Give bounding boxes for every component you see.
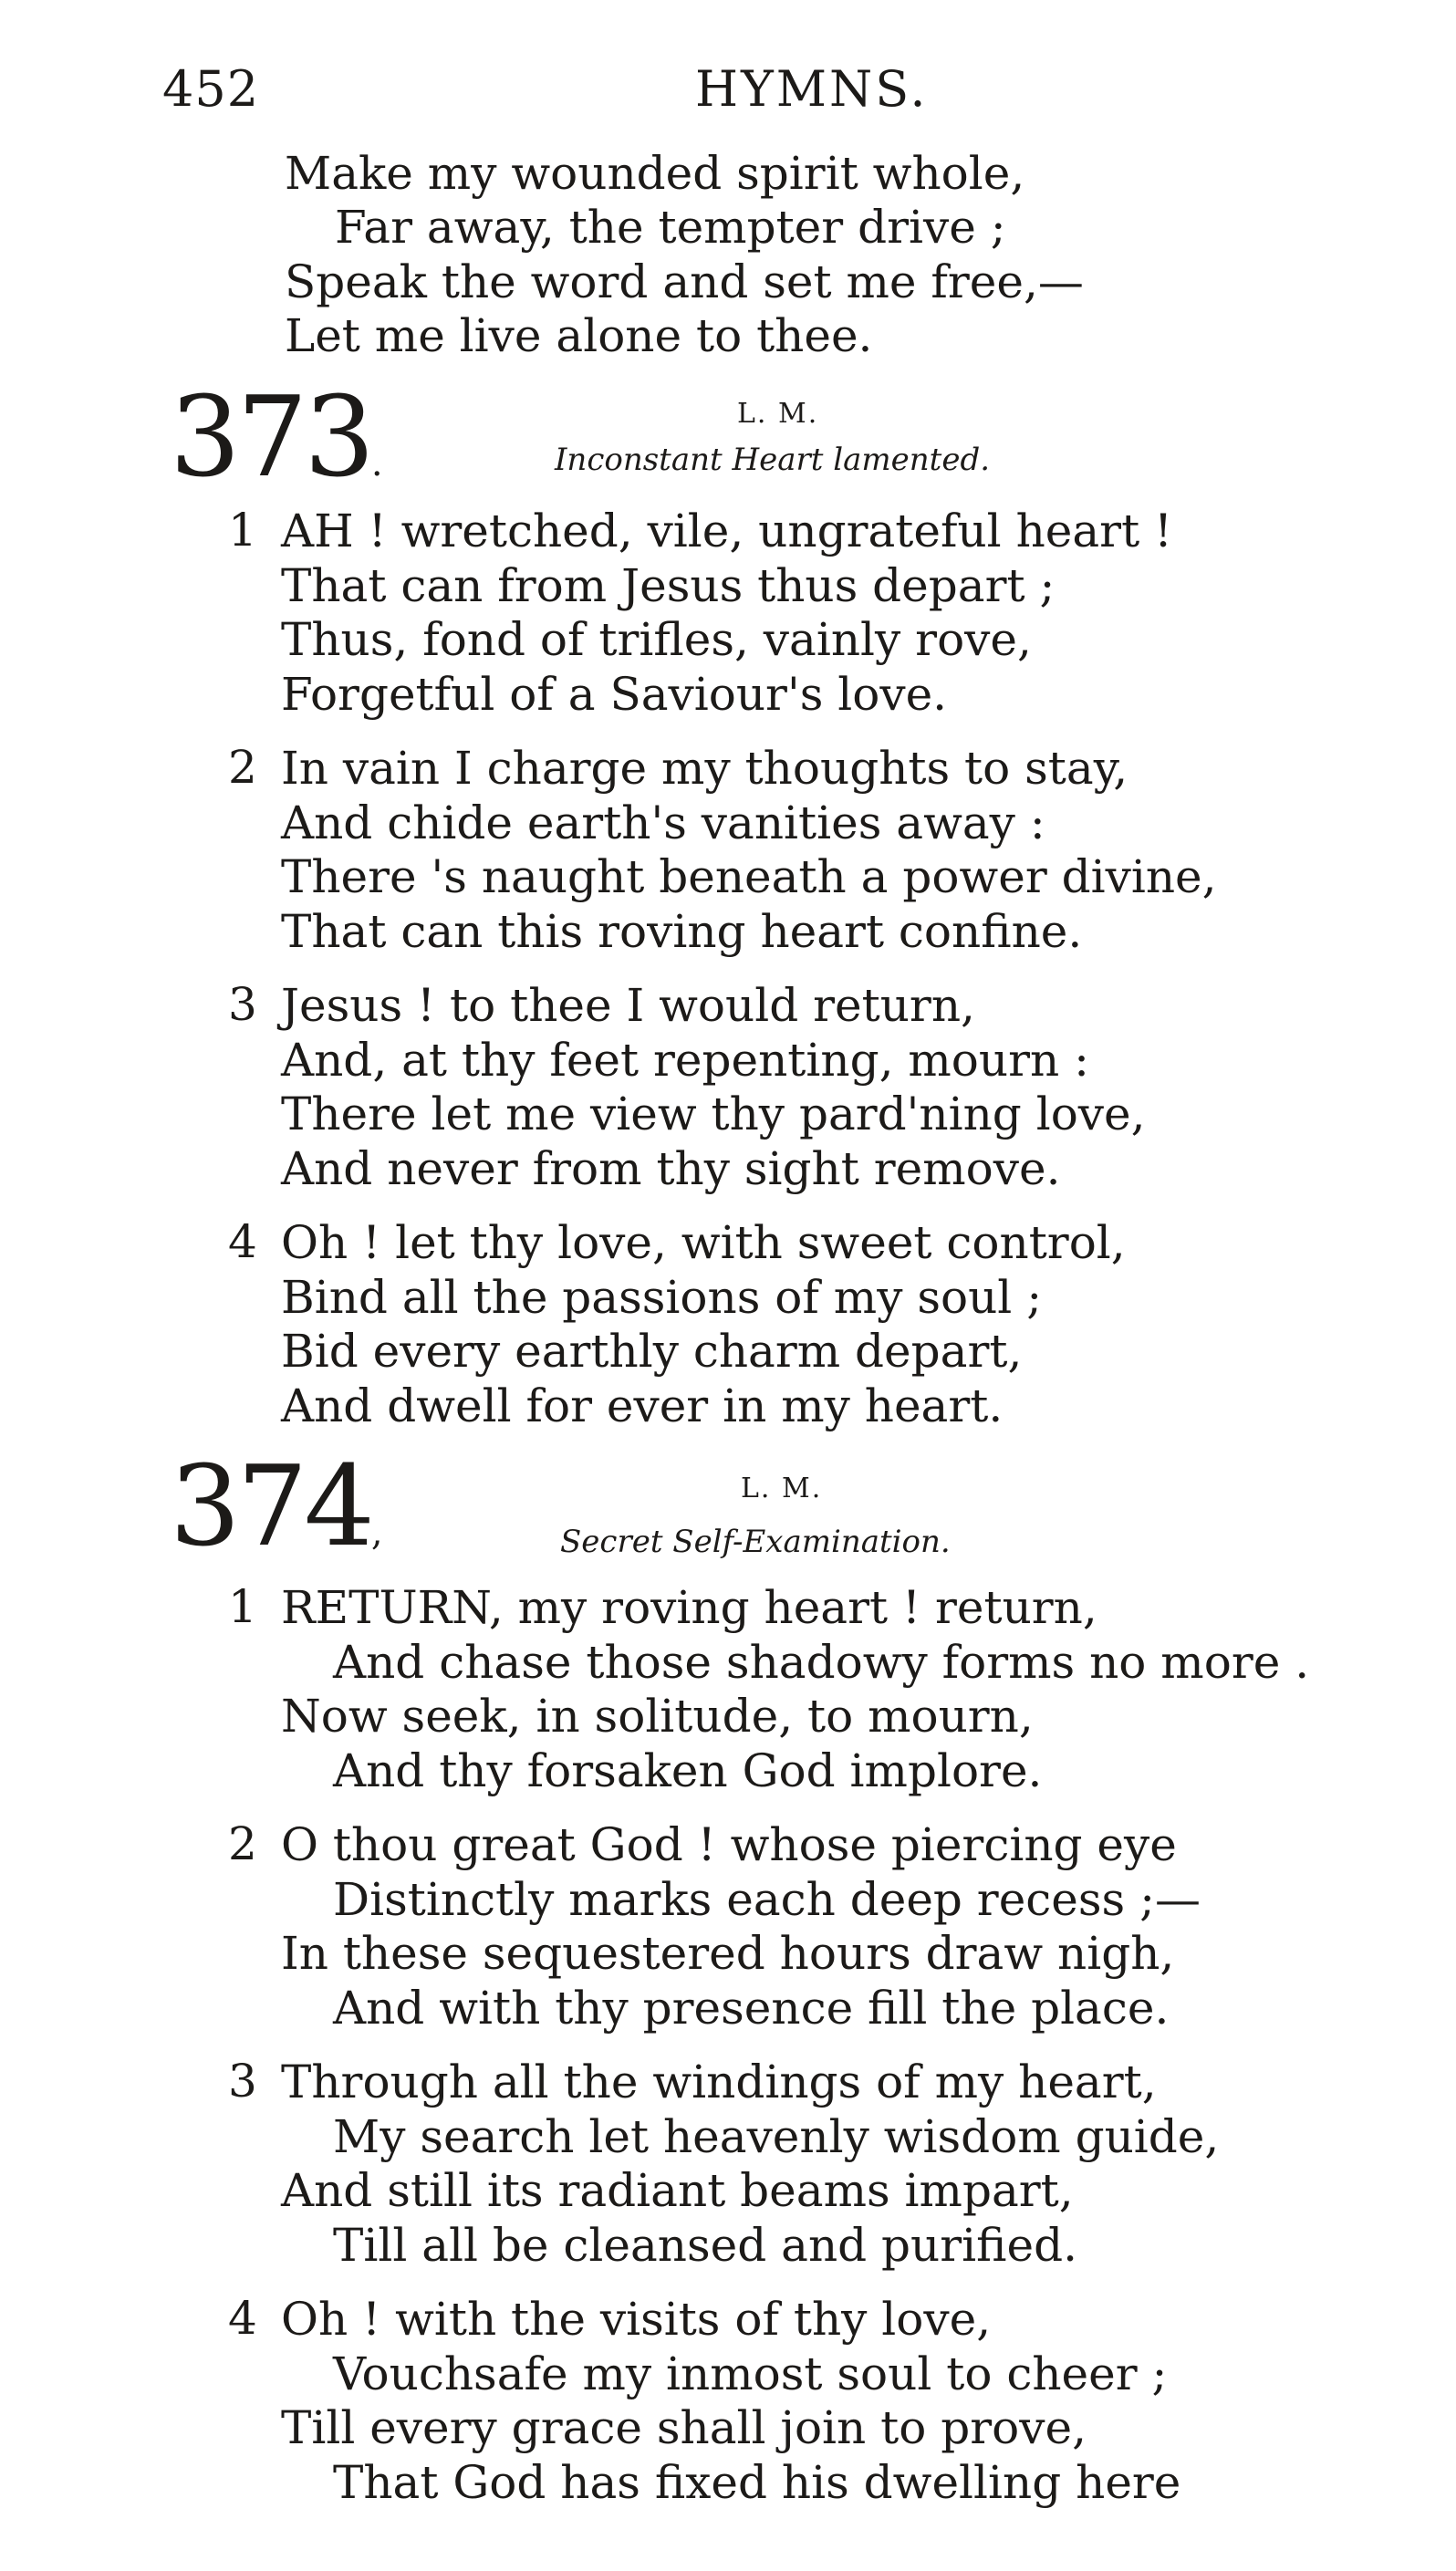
running-head: HYMNS. bbox=[695, 60, 929, 118]
verse-line: In these sequestered hours draw nigh, bbox=[281, 1927, 1175, 1980]
hymn-number-digits: 374 bbox=[170, 1442, 371, 1571]
verse-line: That God has fixed his dwelling here bbox=[333, 2456, 1181, 2509]
verse-line: And chide earth's vanities away : bbox=[281, 796, 1045, 849]
verse-line: Till all be cleansed and purified. bbox=[333, 2219, 1077, 2272]
hymn-title: Inconstant Heart lamented. bbox=[555, 442, 991, 478]
verse-line: Oh ! with the visits of thy love, bbox=[281, 2293, 992, 2346]
verse-line: And dwell for ever in my heart. bbox=[281, 1379, 1004, 1432]
verse-line: And never from thy sight remove. bbox=[281, 1142, 1061, 1195]
hymn-meter: L. M. bbox=[737, 398, 819, 430]
verse-number: 4 bbox=[228, 2292, 257, 2345]
verse-line: RETURN, my roving heart ! return, bbox=[281, 1581, 1097, 1634]
hymn-number-digits: 373 bbox=[170, 372, 371, 502]
verse-line: That can from Jesus thus depart ; bbox=[281, 559, 1056, 612]
hymn-meter: L. M. bbox=[741, 1473, 823, 1504]
verse-line: Jesus ! to thee I would return, bbox=[281, 979, 975, 1032]
hymn-number-dot: , bbox=[370, 1512, 383, 1554]
hymn-title: Secret Self-Examination. bbox=[560, 1524, 951, 1560]
verse-line: And thy forsaken God implore. bbox=[333, 1744, 1043, 1797]
verse-line: Distinctly marks each deep recess ;— bbox=[333, 1873, 1201, 1926]
verse-line: My search let heavenly wisdom guide, bbox=[333, 2110, 1220, 2163]
verse-number: 3 bbox=[228, 2055, 257, 2108]
verse-line: Let me live alone to thee. bbox=[285, 309, 873, 362]
verse-line: Thus, fond of trifles, vainly rove, bbox=[281, 613, 1032, 666]
hymn-number bbox=[170, 1442, 383, 1588]
verse-line: Through all the windings of my heart, bbox=[281, 2056, 1157, 2108]
verse-number: 3 bbox=[228, 978, 257, 1031]
verse-number: 1 bbox=[228, 504, 257, 557]
verse-line: That can this roving heart confine. bbox=[281, 905, 1083, 958]
verse-number: 2 bbox=[228, 741, 257, 794]
verse-line: Speak the word and set me free,— bbox=[285, 255, 1084, 308]
verse-line: Forgetful of a Saviour's love. bbox=[281, 668, 948, 721]
verse-line: Far away, the tempter drive ; bbox=[335, 201, 1006, 254]
verse-line: Bind all the passions of my soul ; bbox=[281, 1271, 1043, 1324]
hymn-number bbox=[170, 372, 383, 519]
verse-line: Make my wounded spirit whole, bbox=[285, 147, 1025, 200]
verse-line: And chase those shadowy forms no more . bbox=[333, 1636, 1310, 1689]
hymn-number-dot: . bbox=[370, 442, 383, 484]
verse-line: And, at thy feet repenting, mourn : bbox=[281, 1034, 1089, 1087]
verse-line: AH ! wretched, vile, ungrateful heart ! bbox=[281, 505, 1173, 557]
verse-line: Oh ! let thy love, with sweet control, bbox=[281, 1216, 1126, 1269]
verse-number: 4 bbox=[228, 1215, 257, 1268]
verse-line: There let me view thy pard'ning love, bbox=[281, 1088, 1146, 1140]
verse-line: Bid every earthly charm depart, bbox=[281, 1325, 1023, 1378]
verse-line: O thou great God ! whose piercing eye bbox=[281, 1818, 1177, 1871]
verse-line: Till every grace shall join to prove, bbox=[281, 2401, 1087, 2454]
verse-line: There 's naught beneath a power divine, bbox=[281, 850, 1217, 903]
page-number: 452 bbox=[162, 60, 260, 118]
verse-line: Now seek, in solitude, to mourn, bbox=[281, 1690, 1034, 1743]
verse-number: 1 bbox=[228, 1580, 257, 1633]
verse-number: 2 bbox=[228, 1817, 257, 1870]
verse-line: In vain I charge my thoughts to stay, bbox=[281, 742, 1128, 795]
verse-line: Vouchsafe my inmost soul to cheer ; bbox=[333, 2347, 1168, 2400]
verse-line: And still its radiant beams impart, bbox=[281, 2164, 1074, 2217]
verse-line: And with thy presence fill the place. bbox=[333, 1982, 1170, 2035]
